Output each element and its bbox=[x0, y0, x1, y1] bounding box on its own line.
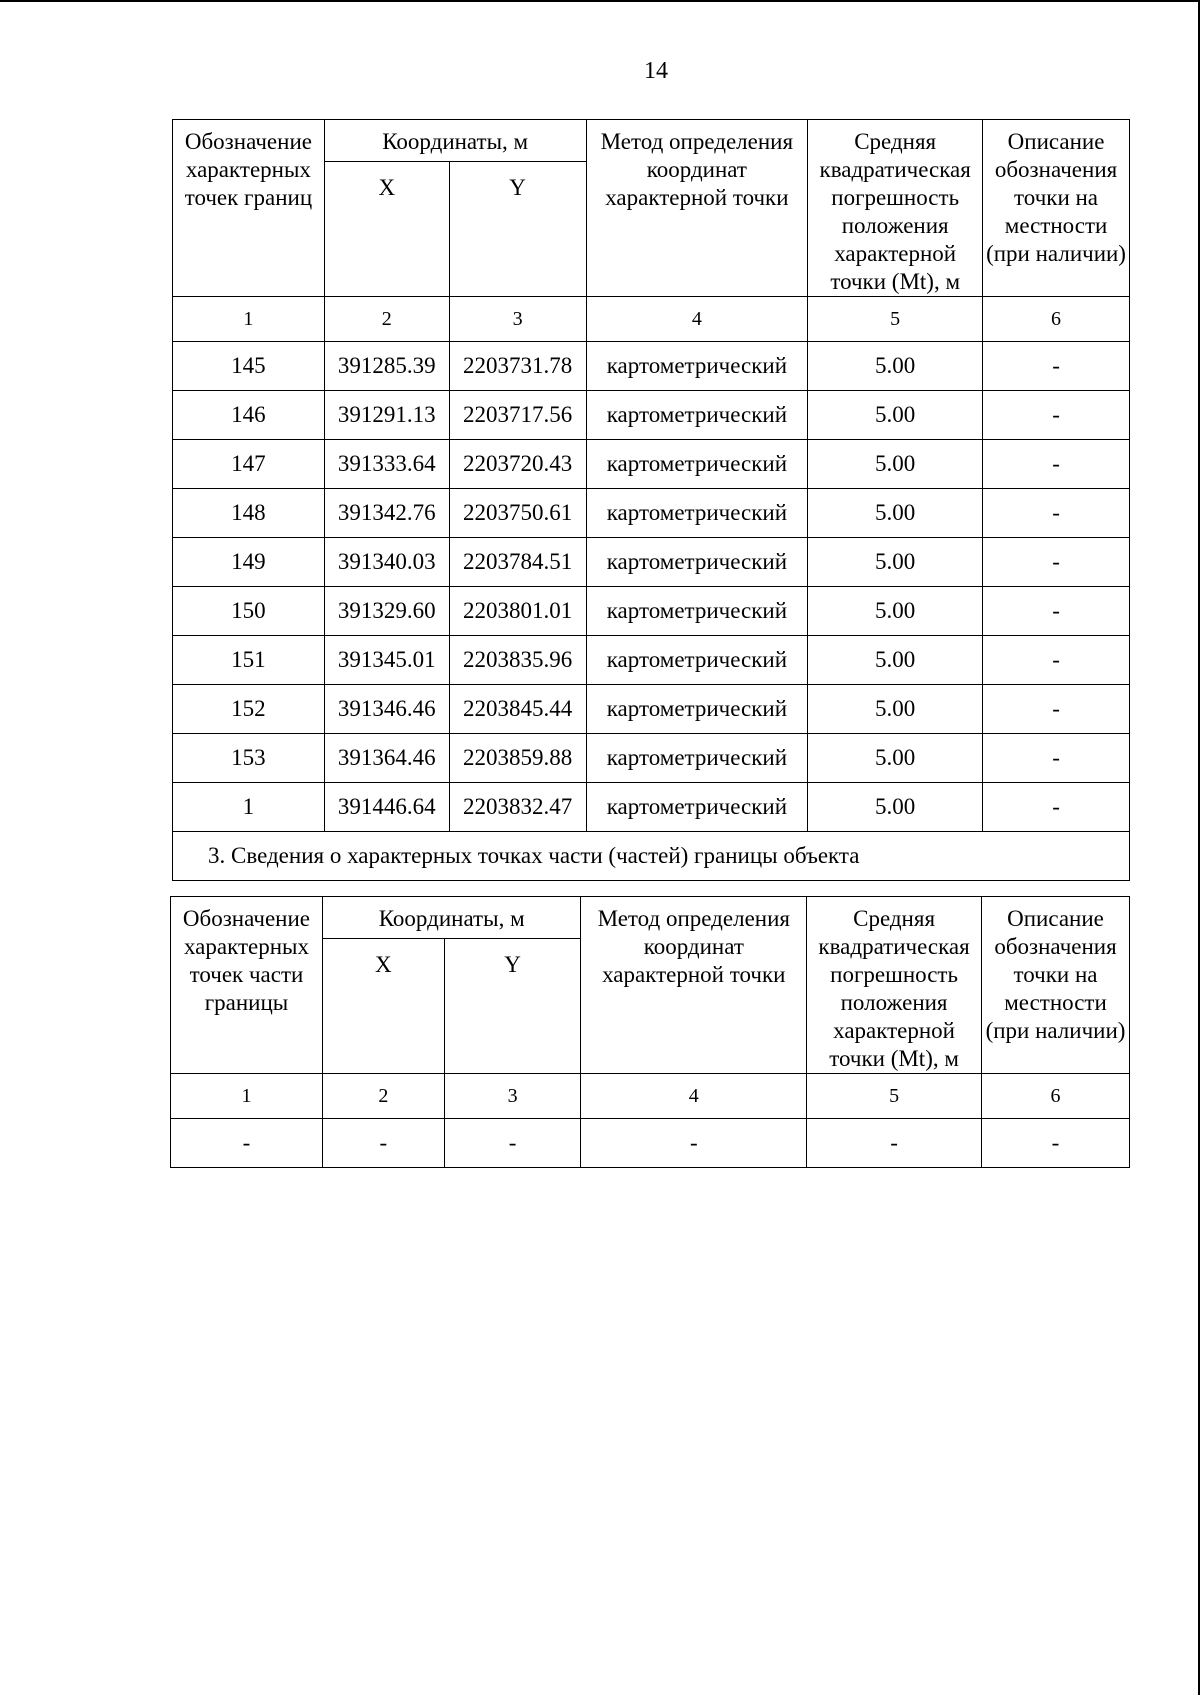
header-x: X bbox=[322, 939, 444, 1074]
cell-description: - bbox=[983, 342, 1130, 391]
header-method: Метод определения координат характерной точки bbox=[581, 897, 807, 1074]
header-method: Метод определения координат характерной точки bbox=[586, 120, 808, 297]
cell-method: картометрический bbox=[586, 391, 808, 440]
table-row bbox=[173, 734, 1130, 783]
cell-x: 391285.39 bbox=[324, 342, 449, 391]
cell-y: 2203845.44 bbox=[449, 685, 586, 734]
cell-method: картометрический bbox=[586, 685, 808, 734]
table-row bbox=[173, 636, 1130, 685]
cell-method: картометрический bbox=[586, 636, 808, 685]
cell-x: 391364.46 bbox=[324, 734, 449, 783]
column-number: 4 bbox=[581, 1074, 807, 1119]
column-number: 5 bbox=[808, 297, 983, 342]
cell-error: 5.00 bbox=[808, 734, 983, 783]
cell-description: - bbox=[982, 1119, 1130, 1168]
cell-y: 2203731.78 bbox=[449, 342, 586, 391]
cell-error: 5.00 bbox=[808, 342, 983, 391]
cell-x: 391446.64 bbox=[324, 783, 449, 832]
column-number: 3 bbox=[444, 1074, 581, 1119]
cell-description: - bbox=[983, 685, 1130, 734]
cell-error: 5.00 bbox=[808, 685, 983, 734]
cell-x: 391329.60 bbox=[324, 587, 449, 636]
cell-point: 150 bbox=[173, 587, 325, 636]
cell-point: 146 bbox=[173, 391, 325, 440]
table-row bbox=[173, 391, 1130, 440]
cell-y: 2203717.56 bbox=[449, 391, 586, 440]
cell-y: 2203750.61 bbox=[449, 489, 586, 538]
cell-description: - bbox=[983, 440, 1130, 489]
column-number: 4 bbox=[586, 297, 808, 342]
cell-error: - bbox=[807, 1119, 982, 1168]
cell-point: 145 bbox=[173, 342, 325, 391]
cell-y: 2203784.51 bbox=[449, 538, 586, 587]
header-error: Средняя квадратическая погрешность положения характерной точки (Mt), м bbox=[808, 120, 983, 297]
cell-point: 152 bbox=[173, 685, 325, 734]
cell-point: 151 bbox=[173, 636, 325, 685]
cell-y: 2203801.01 bbox=[449, 587, 586, 636]
column-number: 2 bbox=[324, 297, 449, 342]
cell-error: 5.00 bbox=[808, 538, 983, 587]
cell-x: 391333.64 bbox=[324, 440, 449, 489]
cell-y: 2203859.88 bbox=[449, 734, 586, 783]
header-y: Y bbox=[449, 162, 586, 297]
column-number: 6 bbox=[982, 1074, 1130, 1119]
table-row bbox=[173, 538, 1130, 587]
column-number-row bbox=[171, 1074, 1130, 1119]
table-header-row bbox=[171, 897, 1130, 939]
cell-y: 2203720.43 bbox=[449, 440, 586, 489]
cell-description: - bbox=[983, 489, 1130, 538]
cell-point: 147 bbox=[173, 440, 325, 489]
cell-point: 1 bbox=[173, 783, 325, 832]
cell-y: - bbox=[444, 1119, 581, 1168]
cell-description: - bbox=[983, 783, 1130, 832]
cell-x: 391340.03 bbox=[324, 538, 449, 587]
header-coords: Координаты, м bbox=[322, 897, 581, 939]
cell-error: 5.00 bbox=[808, 489, 983, 538]
cell-method: картометрический bbox=[586, 783, 808, 832]
header-y: Y bbox=[444, 939, 581, 1074]
header-point: Обозначение характерных точек границ bbox=[173, 120, 325, 297]
header-point: Обозначение характерных точек части границы bbox=[171, 897, 323, 1074]
table-row bbox=[173, 489, 1130, 538]
table-row bbox=[173, 783, 1130, 832]
table-row bbox=[173, 342, 1130, 391]
table-row bbox=[173, 685, 1130, 734]
cell-description: - bbox=[983, 587, 1130, 636]
cell-x: 391346.46 bbox=[324, 685, 449, 734]
cell-point: 148 bbox=[173, 489, 325, 538]
cell-error: 5.00 bbox=[808, 783, 983, 832]
cell-description: - bbox=[983, 391, 1130, 440]
cell-description: - bbox=[983, 636, 1130, 685]
column-number: 6 bbox=[983, 297, 1130, 342]
cell-error: 5.00 bbox=[808, 440, 983, 489]
scan-top-edge bbox=[0, 0, 1200, 2]
cell-method: - bbox=[581, 1119, 807, 1168]
header-x: X bbox=[324, 162, 449, 297]
column-number: 1 bbox=[171, 1074, 323, 1119]
column-number-row bbox=[173, 297, 1130, 342]
table-row bbox=[171, 1119, 1130, 1168]
cell-y: 2203832.47 bbox=[449, 783, 586, 832]
cell-method: картометрический bbox=[586, 489, 808, 538]
cell-method: картометрический bbox=[586, 440, 808, 489]
cell-method: картометрический bbox=[586, 734, 808, 783]
cell-x: 391345.01 bbox=[324, 636, 449, 685]
cell-point: 149 bbox=[173, 538, 325, 587]
page-number: 14 bbox=[644, 58, 668, 84]
header-error: Средняя квадратическая погрешность положения характерной точки (Mt), м bbox=[807, 897, 982, 1074]
cell-y: 2203835.96 bbox=[449, 636, 586, 685]
cell-method: картометрический bbox=[586, 538, 808, 587]
table-row bbox=[173, 440, 1130, 489]
section-title-row bbox=[173, 832, 1130, 881]
cell-point: - bbox=[171, 1119, 323, 1168]
part-boundary-points-table bbox=[170, 896, 1130, 1168]
cell-x: 391342.76 bbox=[324, 489, 449, 538]
cell-method: картометрический bbox=[586, 342, 808, 391]
cell-x: 391291.13 bbox=[324, 391, 449, 440]
header-description: Описание обозначения точки на местности (при наличии) bbox=[983, 120, 1130, 297]
header-description: Описание обозначения точки на местности (при наличии) bbox=[982, 897, 1130, 1074]
cell-point: 153 bbox=[173, 734, 325, 783]
cell-error: 5.00 bbox=[808, 636, 983, 685]
cell-description: - bbox=[983, 734, 1130, 783]
column-number: 1 bbox=[173, 297, 325, 342]
column-number: 2 bbox=[322, 1074, 444, 1119]
table-header-row bbox=[173, 120, 1130, 162]
cell-error: 5.00 bbox=[808, 587, 983, 636]
cell-x: - bbox=[322, 1119, 444, 1168]
column-number: 3 bbox=[449, 297, 586, 342]
cell-error: 5.00 bbox=[808, 391, 983, 440]
header-coords: Координаты, м bbox=[324, 120, 586, 162]
table-row bbox=[173, 587, 1130, 636]
column-number: 5 bbox=[807, 1074, 982, 1119]
boundary-points-table bbox=[172, 119, 1130, 881]
cell-description: - bbox=[983, 538, 1130, 587]
section-title: 3. Сведения о характерных точках части (частей) границы объекта bbox=[173, 832, 1130, 881]
cell-method: картометрический bbox=[586, 587, 808, 636]
